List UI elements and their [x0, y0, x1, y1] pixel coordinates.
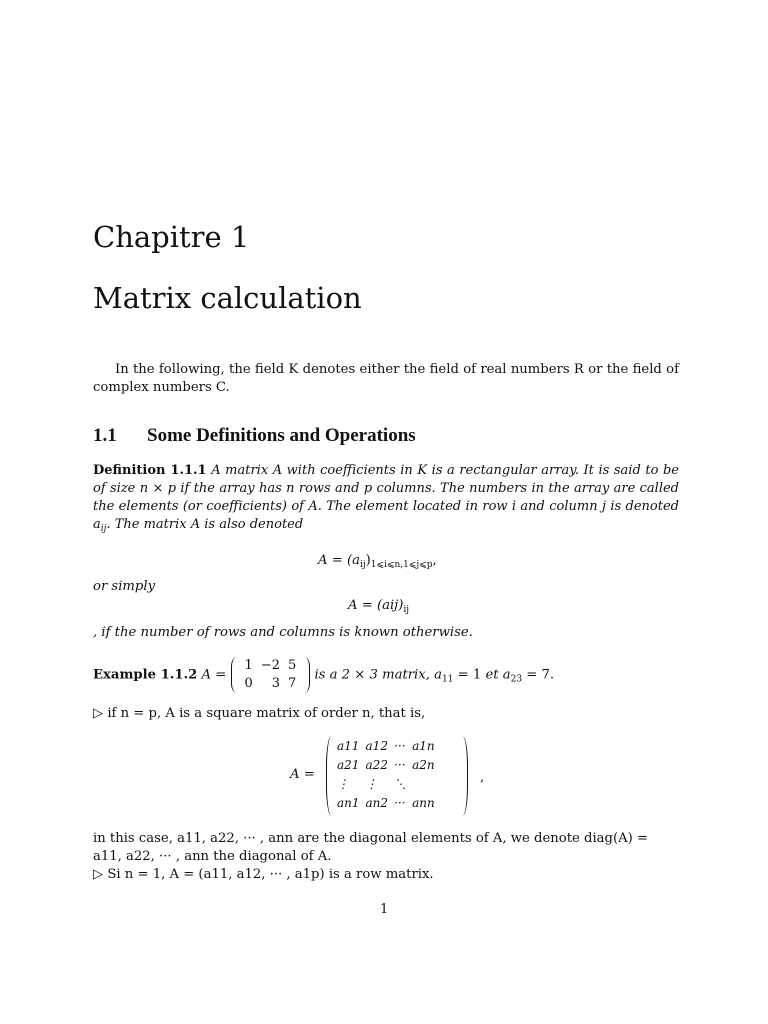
square-matrix-text: ▷ if n = p, A is a square matrix of order n, that is,: [93, 706, 426, 721]
a23: a: [502, 667, 511, 683]
equation-1: [318, 553, 437, 568]
definition-text: A matrix A with coefficients in K is a rectangular array. It is said to be of size n × p if the array has n rows and p columns. The numbers in the array are called the elements (or coefficients) of A. The element located in row i and column j is denoted a: [93, 463, 679, 532]
square-lhs-text: A =: [290, 767, 315, 782]
matrix-cell: −2: [260, 658, 280, 673]
matrix-cell: a12: [365, 738, 388, 753]
matrix-cell: 1: [244, 658, 253, 673]
a23-sub: 23: [510, 674, 523, 685]
matrix-cell: a1n: [412, 738, 435, 753]
matrix-cell: a11: [337, 738, 360, 753]
a11-sub: 11: [442, 674, 454, 685]
example-block: [93, 657, 554, 693]
definition-block: [93, 462, 679, 534]
matrix-cell: 7: [287, 676, 297, 691]
matrix-cell: ⋱: [394, 776, 407, 791]
section-number: 1.1: [93, 425, 117, 446]
square-comma: ,: [480, 770, 485, 785]
example-desc: is a 2 × 3 matrix,: [314, 667, 430, 683]
matrix-cell: ···: [394, 795, 406, 810]
eq2-sub: ij: [403, 605, 410, 615]
section-title: Some Definitions and Operations: [147, 425, 416, 446]
eq1-a: A = (a: [318, 553, 360, 568]
diag-line-3: ▷ Si n = 1, A = (a11, a12, ··· , a1p) is a row matrix.: [93, 867, 434, 882]
a11-val: = 1: [453, 667, 482, 683]
or-simply: or simply: [93, 579, 156, 594]
definition-label: Definition 1.1.1: [93, 463, 207, 478]
matrix-cell: a21: [337, 757, 360, 772]
chapter-label: Chapitre 1: [93, 220, 250, 254]
square-lhs: [290, 767, 315, 782]
definition-text-end: . The matrix A is also denoted: [106, 517, 304, 532]
matrix-cell: 3: [271, 676, 280, 691]
definition-subscript: ij: [100, 524, 107, 534]
a23-val: = 7.: [522, 667, 555, 683]
example-label: Example 1.1.2: [93, 667, 198, 683]
eq1-mid: ): [365, 553, 371, 568]
a11: a: [434, 667, 442, 683]
eq2-body: A = (aij): [348, 598, 404, 613]
intro-paragraph: In the following, the field K denotes either the field of real numbers R or the field of complex numbers C.: [93, 362, 679, 395]
eq1-sub1: ij: [359, 560, 366, 570]
matrix-cell: [409, 774, 438, 793]
matrix-cell: ···: [394, 757, 406, 772]
diag-line-1: in this case, a11, a22, ··· , ann are the diagonal elements of A, we denote diag(A) =: [93, 831, 649, 846]
matrix-cell: an1: [337, 795, 360, 810]
chapter-title: Matrix calculation: [93, 281, 362, 315]
section-heading: [93, 425, 416, 447]
eq1-end: ,: [432, 553, 437, 568]
page-number: 1: [380, 902, 389, 917]
diag-line-2: a11, a22, ··· , ann the diagonal of A.: [93, 849, 332, 864]
matrix-cell: 0: [244, 676, 253, 691]
matrix-cell: an2: [365, 795, 389, 810]
square-matrix: [326, 736, 468, 816]
matrix-cell: ···: [394, 738, 406, 753]
example-matrix: [231, 657, 311, 693]
matrix-cell: ⋮: [365, 776, 378, 791]
equation-2: [348, 598, 409, 613]
matrix-cell: ann: [412, 795, 435, 810]
example-lhs: A =: [201, 667, 227, 683]
matrix-cell: a2n: [412, 757, 435, 772]
example-et: et: [481, 667, 503, 683]
matrix-cell: ⋮: [337, 776, 349, 791]
eq1-sub2: 1⩽i⩽n,1⩽j⩽p: [370, 560, 433, 570]
definition-after: , if the number of rows and columns is known otherwise.: [93, 625, 473, 640]
matrix-cell: 5: [287, 658, 297, 673]
matrix-cell: a22: [365, 757, 388, 772]
